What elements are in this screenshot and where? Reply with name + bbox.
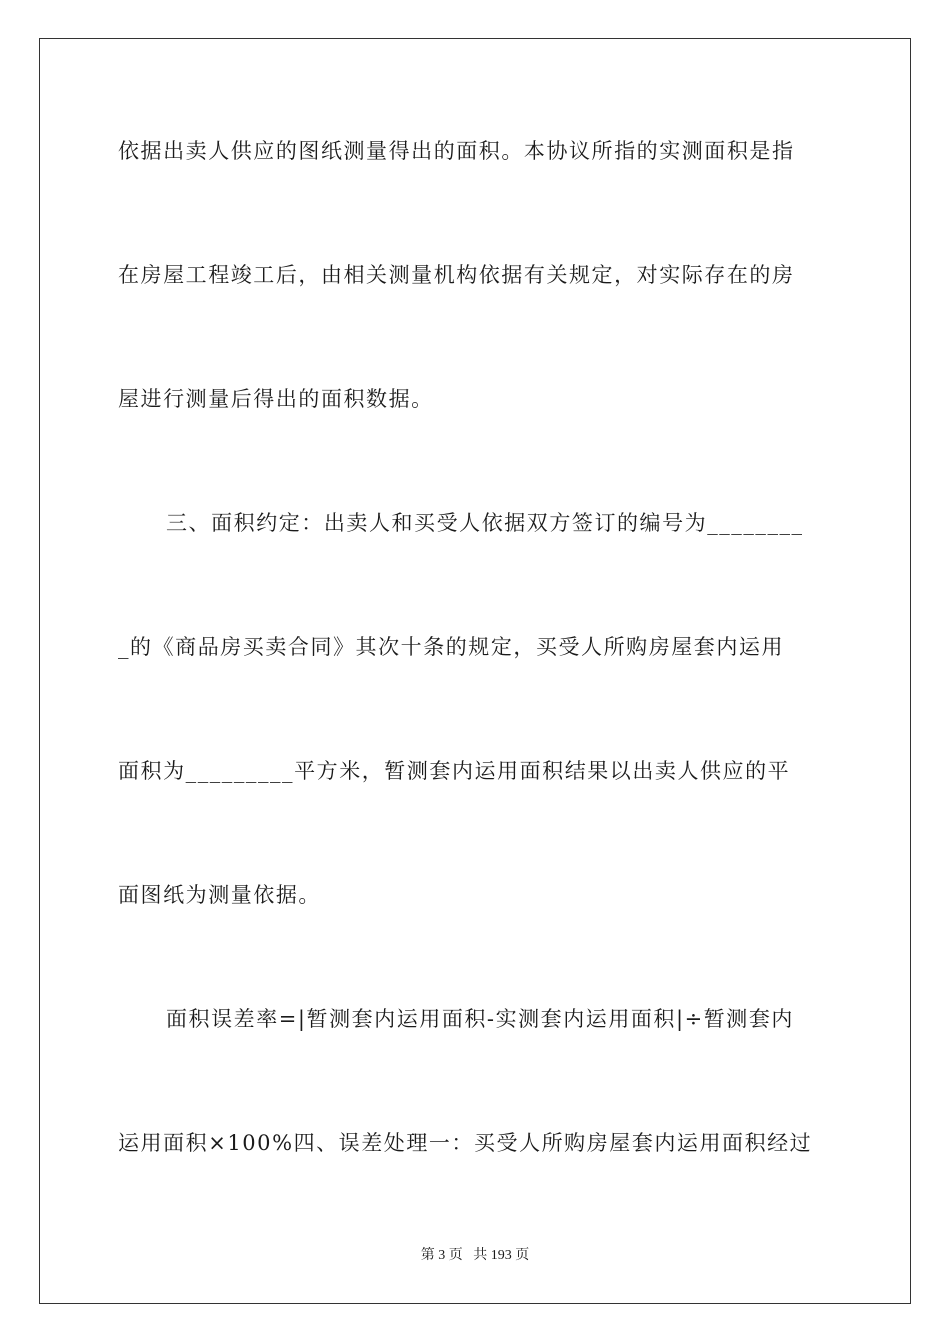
body-text-line-6: 面积为_________平方米，暂测套内运用面积结果以出卖人供应的平 (118, 759, 791, 783)
formula-line: 面积误差率=|暂测套内运用面积-实测套内运用面积|÷暂测套内 (166, 1007, 794, 1031)
body-text-line-9: 运用面积×100%四、误差处理一：买受人所购房屋套内运用面积经过 (118, 1131, 813, 1155)
page-footer (0, 1246, 950, 1266)
page-border (39, 38, 911, 1304)
body-text-line-7: 面图纸为测量依据。 (118, 883, 321, 907)
total-pages: 共 193 页 (473, 1248, 530, 1263)
page-number: 第 3 页 (420, 1248, 463, 1263)
body-text-line-5: _的《商品房买卖合同》其次十条的规定，买受人所购房屋套内运用 (118, 635, 784, 659)
body-text-line-1: 依据出卖人供应的图纸测量得出的面积。本协议所指的实测面积是指 (118, 139, 795, 163)
body-text-line-2: 在房屋工程竣工后，由相关测量机构依据有关规定，对实际存在的房 (118, 263, 795, 287)
section-three-heading-line: 三、面积约定：出卖人和买受人依据双方签订的编号为________ (166, 511, 804, 535)
body-text-line-3: 屋进行测量后得出的面积数据。 (118, 387, 434, 411)
